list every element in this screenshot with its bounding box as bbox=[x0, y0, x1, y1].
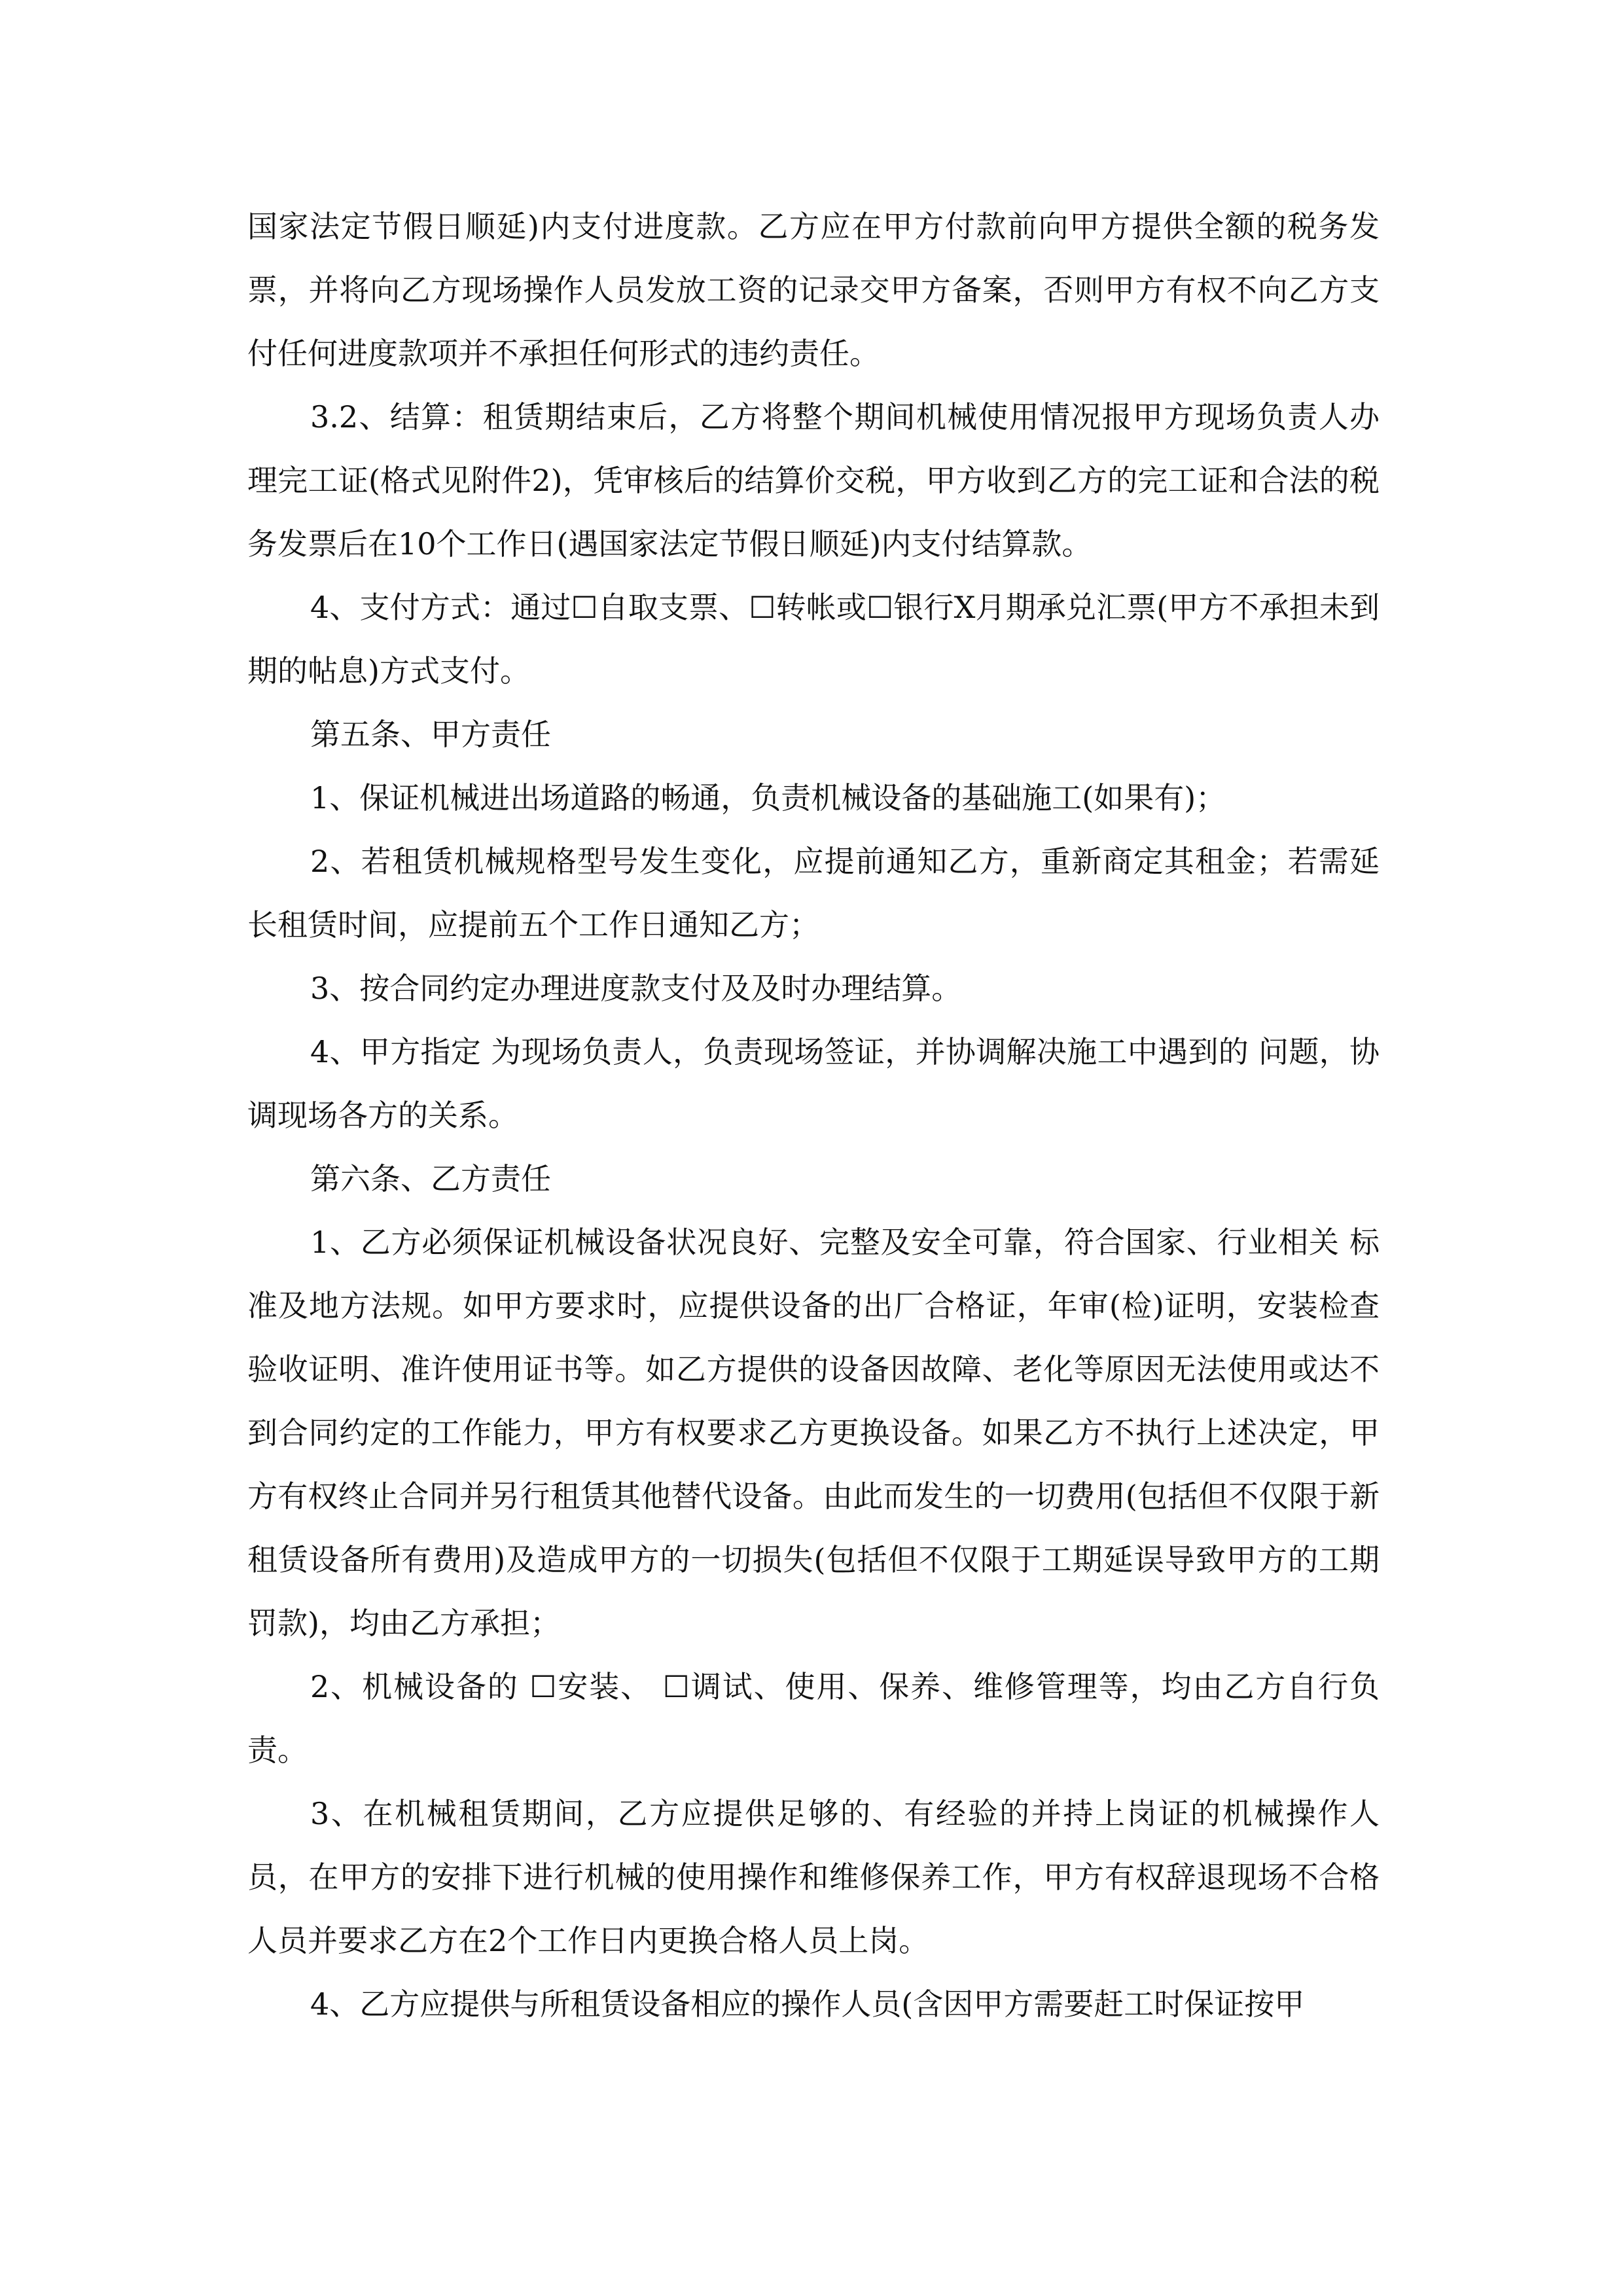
paragraph-party-a-duty-3: 3、按合同约定办理进度款支付及及时办理结算。 bbox=[310, 971, 962, 1006]
paragraph-party-b-duty-2: 2、机械设备的 ☐安装、 ☐调试、使用、保养、维修管理等，均由乙方自行负责。 bbox=[247, 1669, 1380, 1768]
paragraph-party-b-duty-3: 3、在机械租赁期间，乙方应提供足够的、有经验的并持上岗证的机械操作人员，在甲方的安排下进行机械的使用操作和维修保养工作，甲方有权辞退现场不合格人员并要求乙方在2个工作日内更换合格人员上岗。 bbox=[247, 1796, 1380, 1958]
paragraph-party-a-duty-4: 4、甲方指定 为现场负责人，负责现场签证，并协调解决施工中遇到的 问题，协调现场各方的关系。 bbox=[247, 1034, 1380, 1133]
paragraph-party-b-duty-1: 1、乙方必须保证机械设备状况良好、完整及安全可靠，符合国家、行业相关 标准及地方法规。如甲方要求时，应提供设备的出厂合格证，年审(检)证明，安装检查验收证明、准许使用证书等。如乙方提供的设备因故障、老化等原因无法使用或达不到合同约定的工作能力，甲方有权要求乙方更换设备。如果乙方不执行上述决定，甲方有权终止合同并另行租赁其他替代设备。由此而发生的一切费用(包括但不仅限于新租赁设备所有费用)及造成甲方的一切损失(包括但不仅限于工期延误导致甲方的工期罚款)，均由乙方承担； bbox=[247, 1225, 1380, 1641]
paragraph-party-a-duty-1: 1、保证机械进出场道路的畅通，负责机械设备的基础施工(如果有)； bbox=[310, 780, 1226, 816]
paragraph-party-a-duty-2: 2、若租赁机械规格型号发生变化，应提前通知乙方，重新商定其租金；若需延长租赁时间，应提前五个工作日通知乙方； bbox=[247, 844, 1380, 942]
paragraph-settlement: 3.2、结算：租赁期结束后，乙方将整个期间机械使用情况报甲方现场负责人办理完工证(格式见附件2)，凭审核后的结算价交税，甲方收到乙方的完工证和合法的税务发票后在10个工作日(遇国家法定节假日顺延)内支付结算款。 bbox=[247, 399, 1380, 562]
paragraph-payment-method: 4、支付方式：通过☐自取支票、☐转帐或☐银行X月期承兑汇票(甲方不承担未到期的帖息)方式支付。 bbox=[247, 590, 1380, 689]
page-body bbox=[247, 195, 1380, 2036]
paragraph-payment-continued: 国家法定节假日顺延)内支付进度款。乙方应在甲方付款前向甲方提供全额的税务发票，并将向乙方现场操作人员发放工资的记录交甲方备案，否则甲方有权不向乙方支付任何进度款项并不承担任何形式的违约责任。 bbox=[247, 209, 1380, 371]
heading-article-six: 第六条、乙方责任 bbox=[310, 1161, 551, 1196]
paragraph-party-b-duty-4: 4、乙方应提供与所租赁设备相应的操作人员(含因甲方需要赶工时保证按甲 bbox=[310, 1986, 1305, 2022]
heading-article-five: 第五条、甲方责任 bbox=[310, 717, 551, 752]
